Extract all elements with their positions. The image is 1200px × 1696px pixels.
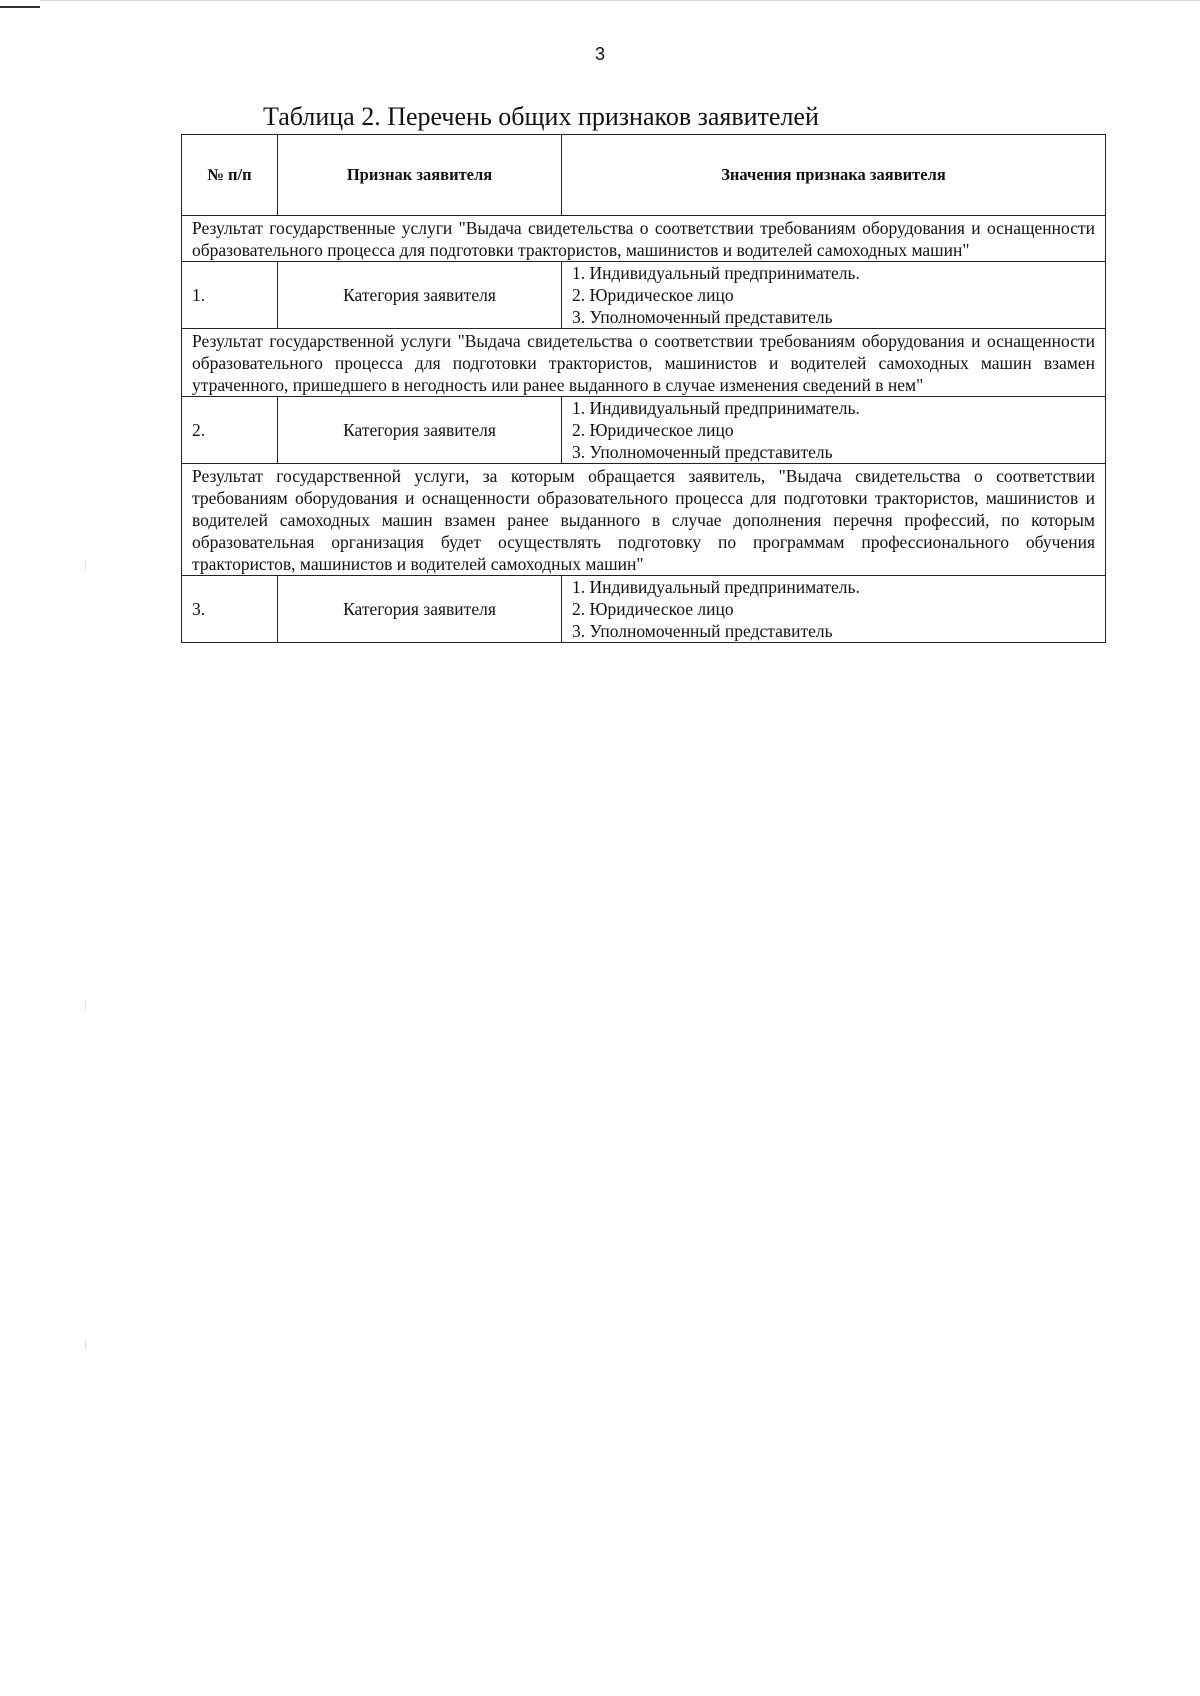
value-item: 3. Уполномоченный представитель: [572, 442, 833, 462]
row-number: 2.: [182, 397, 278, 464]
scan-margin-mark: [85, 1340, 86, 1350]
section-result-text: Результат государственные услуги "Выдача свидетельства о соответствии требованиям оборудования и оснащенности образовательного процесса для подготовки трактористов, машинистов и водителей самоходных машин": [182, 216, 1106, 262]
row-number: 3.: [182, 576, 278, 643]
scan-top-edge: [40, 0, 1200, 1]
row-values: [562, 397, 1106, 464]
table-row: [182, 576, 1106, 643]
row-feature: Категория заявителя: [278, 576, 562, 643]
page-number: 3: [594, 44, 605, 64]
table-title: Таблица 2. Перечень общих признаков заявителей: [263, 102, 819, 131]
table-row: [182, 262, 1106, 329]
header-feature: Признак заявителя: [278, 135, 562, 216]
table-header-row: [182, 135, 1106, 216]
value-item: 1. Индивидуальный предприниматель.: [572, 577, 860, 597]
row-values: [562, 576, 1106, 643]
scan-margin-mark: [85, 560, 86, 570]
scan-edge-mark: [0, 6, 40, 8]
value-item: 3. Уполномоченный представитель: [572, 621, 833, 641]
value-item: 1. Индивидуальный предприниматель.: [572, 398, 860, 418]
applicant-features-table: [181, 134, 1106, 643]
row-number: 1.: [182, 262, 278, 329]
scan-margin-mark: [85, 1000, 86, 1010]
header-num: № п/п: [182, 135, 278, 216]
table-row: [182, 397, 1106, 464]
value-item: 3. Уполномоченный представитель: [572, 307, 833, 327]
row-values: [562, 262, 1106, 329]
section-result-row: [182, 464, 1106, 576]
section-result-text: Результат государственной услуги "Выдача свидетельства о соответствии требованиям оборудования и оснащенности образовательного процесса для подготовки трактористов, машинистов и водителей самоходных машин взамен утраченного, пришедшего в негодность или ранее выданного в случае изменения сведений в нем": [182, 329, 1106, 397]
section-result-row: [182, 329, 1106, 397]
section-result-row: [182, 216, 1106, 262]
header-values: Значения признака заявителя: [562, 135, 1106, 216]
value-item: 2. Юридическое лицо: [572, 599, 734, 619]
value-item: 1. Индивидуальный предприниматель.: [572, 263, 860, 283]
value-item: 2. Юридическое лицо: [572, 420, 734, 440]
value-item: 2. Юридическое лицо: [572, 285, 734, 305]
row-feature: Категория заявителя: [278, 262, 562, 329]
section-result-text: Результат государственной услуги, за которым обращается заявитель, "Выдача свидетельства о соответствии требованиям оборудования и оснащенности образовательного процесса для подготовки трактористов, машинистов и водителей самоходных машин взамен ранее выданного в случае дополнения перечня профессий, по которым образовательная организация будет осуществлять подготовку по программам профессионального обучения трактористов, машинистов и водителей самоходных машин": [182, 464, 1106, 576]
row-feature: Категория заявителя: [278, 397, 562, 464]
